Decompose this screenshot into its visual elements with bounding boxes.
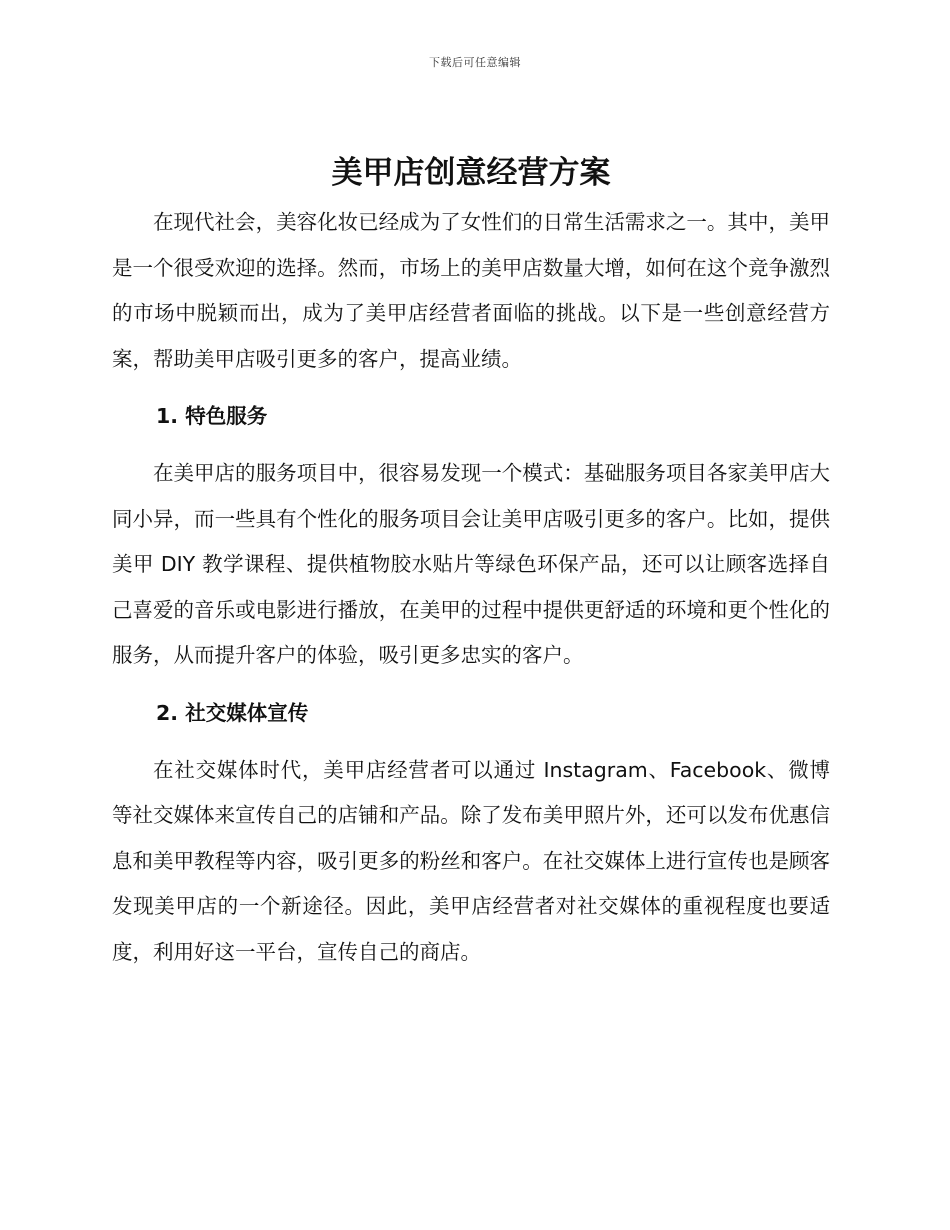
document-title: 美甲店创意经营方案 — [331, 155, 611, 191]
section-body-features: 在美甲店的服务项目中，很容易发现一个模式：基础服务项目各家美甲店大同小异，而一些具有个性化的服务项目会让美甲店吸引更多的客户。比如，提供美甲 DIY 教学课程、提供植物胶水贴片等绿色环保产品，还可以让顾客选择自己喜爱的音乐或电影进行播放，在美甲的过程中提供更舒适的环境和更个性化的服务，从而提升客户的体验，吸引更多忠实的客户。 — [112, 461, 830, 667]
header-note: 下载后可任意编辑 — [429, 56, 521, 69]
section-body-social-media: 在社交媒体时代，美甲店经营者可以通过 Instagram、Facebook、微博等社交媒体来宣传自己的店铺和产品。除了发布美甲照片外，还可以发布优惠信息和美甲教程等内容，吸引更多的粉丝和客户。在社交媒体上进行宣传也是顾客发现美甲店的一个新途径。因此，美甲店经营者对社交媒体的重视程度也要适度，利用好这一平台，宣传自己的商店。 — [112, 757, 830, 964]
intro-paragraph: 在现代社会，美容化妆已经成为了女性们的日常生活需求之一。其中，美甲是一个很受欢迎的选择。然而，市场上的美甲店数量大增，如何在这个竞争激烈的市场中脱颖而出，成为了美甲店经营者面临的挑战。以下是一些创意经营方案，帮助美甲店吸引更多的客户，提高业绩。 — [112, 210, 830, 371]
section-heading-features: 1. 特色服务 — [156, 404, 268, 428]
document-body — [112, 150, 830, 975]
section-heading-social-media: 2. 社交媒体宣传 — [156, 700, 309, 725]
